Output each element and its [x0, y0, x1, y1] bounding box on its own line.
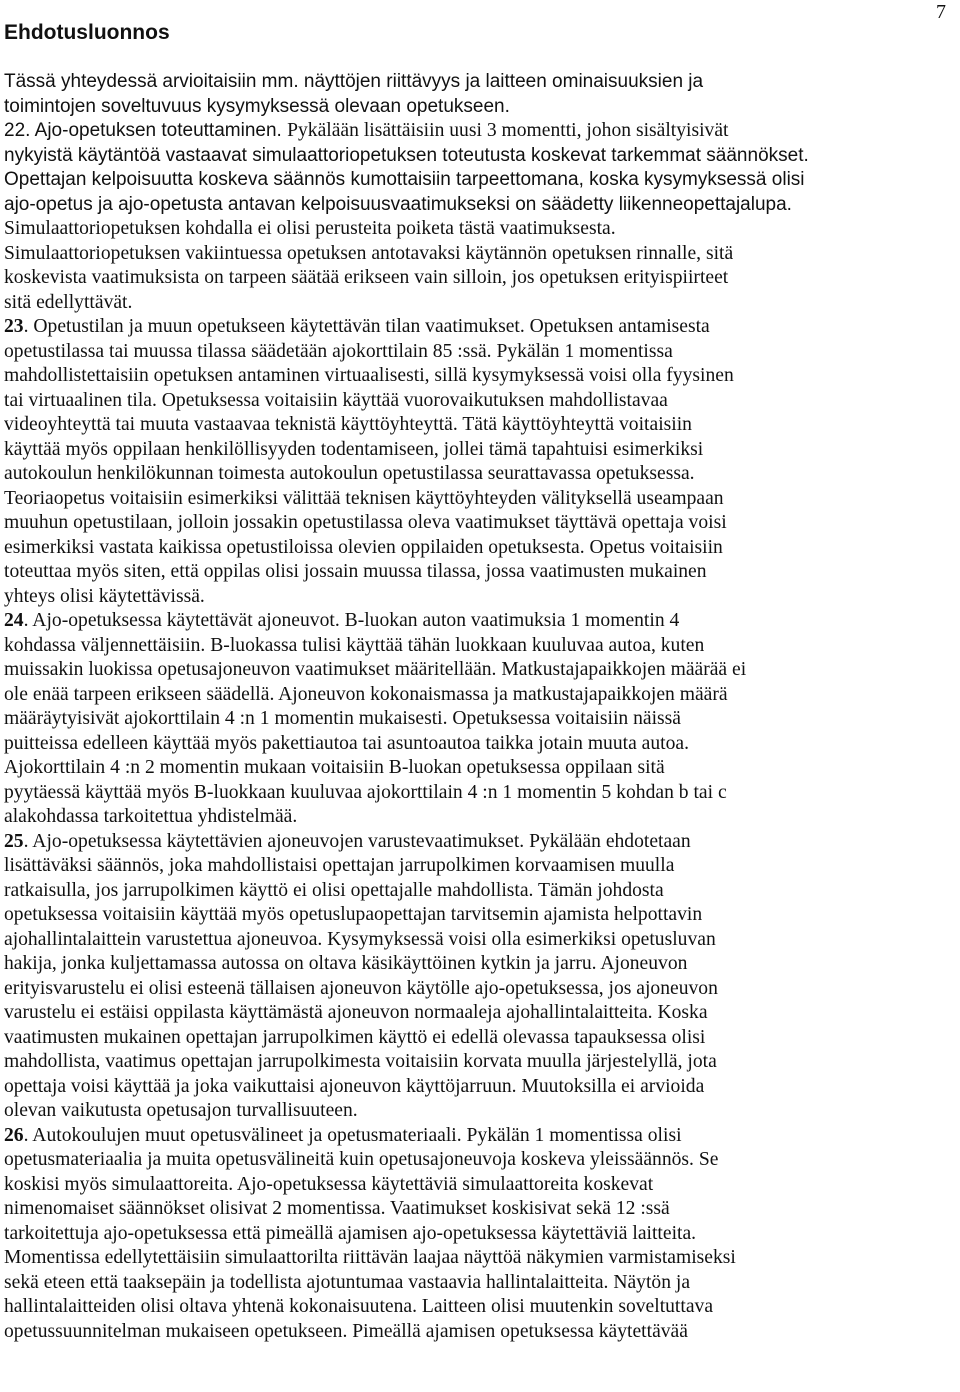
- document-body: [4, 70, 946, 1344]
- text-line: [4, 364, 946, 389]
- text-segment: käyttää myös oppilaan henkilöllisyyden todentamiseen, jollei tämä tapahtuisi esimerkiksi: [4, 438, 704, 460]
- text-segment: opetustilassa tai muussa tilassa säädetään ajokorttilain 85: [4, 340, 458, 362]
- text-line: [4, 1124, 946, 1149]
- text-segment: vaatimusten mukainen opettajan jarrupolkimen käyttö ei edellä olevassa tapauksessa olisi: [4, 1026, 706, 1048]
- text-segment: koskisi myös simulaattoreita. Ajo-opetuksessa käytettäviä simulaattoreita koskevat: [4, 1173, 654, 1195]
- text-segment: hallintalaitteiden olisi oltava yhtenä kokonaisuutena. Laitteen olisi muutenkin soveltuttava: [4, 1296, 714, 1317]
- text-line: [4, 242, 946, 267]
- text-segment: autokoulun henkilökunnan toimesta autokoulun opetustilassa seurattavassa opetuksessa.: [4, 463, 695, 484]
- text-segment: sekä eteen että taaksepäin ja todellista ajotuntumaa vastaavia hallintalaitteita. Näytön ja: [4, 1271, 691, 1293]
- text-line: [4, 340, 946, 365]
- page-header: [4, 0, 946, 70]
- text-segment: :n 1 momentin mukaisesti. Opetuksessa voitaisiin näissä: [239, 708, 681, 729]
- text-segment: Momentissa edellytettäisiin simulaattorilta riittävän laajaa näyttöä näkymien varmistamiseksi: [4, 1247, 736, 1268]
- text-line: [4, 1001, 946, 1026]
- text-line: [4, 168, 946, 193]
- text-segment: lisättäväksi säännös, joka mahdollistaisi opettajan jarrupolkimen korvaamisen muulla: [4, 855, 675, 876]
- text-segment: Pykälään ehdotetaan: [529, 830, 691, 852]
- text-segment: nykyistä käytäntöä vastaavat simulaattoriopetuksen toteutusta koskevat tarkemmat säännökset.: [4, 144, 809, 166]
- text-segment: puitteissa edelleen käyttää myös pakettiautoa tai asuntoautoa taikka jotain muuta autoa.: [4, 732, 690, 754]
- text-line: [4, 952, 946, 977]
- text-line: [4, 1026, 946, 1051]
- text-line: [4, 1173, 946, 1198]
- text-line: [4, 928, 946, 953]
- text-line: [4, 217, 946, 242]
- text-line: [4, 266, 946, 291]
- text-line: [4, 1197, 946, 1222]
- text-segment: erityisvarustelu ei olisi esteenä tällaisen ajoneuvon käytölle ajo-opetuksessa, jos ajoneuvon: [4, 977, 718, 999]
- text-line: [4, 732, 946, 757]
- text-line: [4, 1075, 946, 1100]
- text-line: [4, 315, 946, 340]
- text-segment: sitä edellyttävät.: [4, 291, 133, 313]
- text-segment: Tässä yhteydessä arvioitaisiin mm. näyttöjen riittävyys ja laitteen ominaisuuksien ja: [4, 71, 704, 92]
- text-segment: koskevista vaatimuksista on tarpeen säätää erikseen vain silloin, jos opetuksen erityispiirteet: [4, 267, 729, 288]
- text-line: [4, 977, 946, 1002]
- text-segment: mahdollistettaisiin opetuksen antaminen virtuaalisesti, sillä kysymyksessä voisi olla fyysinen: [4, 365, 734, 386]
- text-line: [4, 462, 946, 487]
- text-segment: :ssä: [640, 1198, 670, 1219]
- text-segment: :n 1 momentin 5 kohdan b tai c: [482, 781, 727, 803]
- text-segment: määräytyisivät ajokorttilain 4: [4, 708, 240, 729]
- text-segment: ajo-opetus ja ajo-opetusta antavan kelpoisuusvaatimukseksi on säädetty liikenneopettajalupa.: [4, 193, 792, 215]
- text-line: [4, 1320, 946, 1345]
- text-line: [4, 438, 946, 463]
- page-title: Ehdotusluonnos: [4, 21, 170, 44]
- text-segment: ole enää tarpeen erikseen säädellä. Ajoneuvon kokonaismassa ja matkustajapaikkojen määrä: [4, 683, 728, 705]
- text-segment: alakohdassa tarkoitettua yhdistelmää.: [4, 806, 298, 827]
- text-segment: muuhun opetustilaan, jolloin jossakin opetustilassa oleva vaatimukset täyttävä opettaja voisi: [4, 512, 727, 533]
- text-line: [4, 291, 946, 316]
- text-segment: 26: [4, 1124, 24, 1146]
- text-segment: :n 2 momentin mukaan voitaisiin B-luokan opetuksessa oppilaan sitä: [124, 757, 665, 778]
- text-line: [4, 511, 946, 536]
- text-line: [4, 1222, 946, 1247]
- text-line: [4, 119, 946, 144]
- text-segment: opetusmateriaalia ja muita opetusvälineitä kuin opetusajoneuvoja koskeva yleissäännös. Se: [4, 1149, 719, 1170]
- text-segment: pyytäessä käyttää myös B-luokkaan kuuluvaa ajokorttilain 4: [4, 781, 483, 803]
- text-line: [4, 1295, 946, 1320]
- text-segment: toteuttaa myös siten, että oppilas olisi jossain muussa tilassa, jossa vaatimusten mukainen: [4, 561, 707, 582]
- text-segment: toimintojen soveltuvuus kysymyksessä olevaan opetukseen.: [4, 95, 510, 117]
- text-segment: Simulaattoriopetuksen kohdalla ei olisi perusteita poiketa tästä vaatimuksesta.: [4, 218, 616, 239]
- text-line: [4, 1271, 946, 1296]
- text-segment: mahdollista, vaatimus opettajan jarrupolkimesta voitaisiin korvata muulla järjestelyllä, jota: [4, 1051, 717, 1072]
- text-segment: varustelu ei estäisi oppilasta käyttämästä ajoneuvon normaaleja ajohallintalaitteita. Koska: [4, 1002, 708, 1023]
- text-line: [4, 95, 946, 120]
- text-segment: olevan vaikutusta opetusajon turvallisuuteen.: [4, 1100, 358, 1121]
- text-segment: opetuksessa voitaisiin käyttää myös opetuslupaopettajan tarvitsemin ajamista helpottavin: [4, 904, 703, 925]
- text-segment: B-luokan auton vaatimuksia 1 momentin 4: [344, 610, 680, 631]
- text-line: [4, 707, 946, 732]
- text-segment: nimenomaiset säännökset olisivat 2 momentissa. Vaatimukset koskisivat sekä 12: [4, 1198, 641, 1219]
- text-line: [4, 585, 946, 610]
- text-segment: 25: [4, 830, 24, 852]
- text-line: [4, 1148, 946, 1173]
- text-line: [4, 560, 946, 585]
- text-line: [4, 70, 946, 95]
- text-segment: . Ajo-opetuksen toteuttaminen.: [25, 120, 288, 141]
- text-line: [4, 413, 946, 438]
- text-segment: . Autokoulujen muut opetusvälineet ja opetusmateriaali.: [23, 1124, 467, 1146]
- text-segment: videoyhteyttä tai muuta vastaavaa teknistä käyttöyhteyttä. Tätä käyttöyhteyttä voitaisiin: [4, 414, 692, 435]
- text-segment: Pykälän 1 momentissa olisi: [466, 1124, 682, 1146]
- text-line: [4, 781, 946, 806]
- text-line: [4, 193, 946, 218]
- text-line: [4, 536, 946, 561]
- text-segment: . Opetustilan ja muun opetukseen käytettävän tilan vaatimukset.: [23, 316, 530, 337]
- text-segment: opetussuunnitelman mukaiseen opetukseen. Pimeällä ajamisen opetuksessa käytettävää: [4, 1320, 688, 1342]
- text-segment: ajohallintalaittein varustettua ajoneuvoa. Kysymyksessä voisi olla esimerkiksi opetusluvan: [4, 928, 716, 950]
- text-segment: Opetuksen antamisesta: [529, 316, 710, 337]
- text-segment: 24: [4, 610, 24, 631]
- page-number: 7: [936, 1, 946, 23]
- text-segment: Teoriaopetus voitaisiin esimerkiksi välittää teknisen käyttöyhteyden välityksellä useampaan: [4, 487, 724, 509]
- text-segment: esimerkiksi vastata kaikissa opetustiloissa olevien oppilaiden opetuksesta. Opetus voitaisiin: [4, 536, 723, 558]
- text-line: [4, 854, 946, 879]
- text-line: [4, 830, 946, 855]
- text-segment: Pykälään lisättäisiin uusi 3 momentti, johon sisältyisivät: [287, 120, 729, 141]
- text-segment: :ssä. Pykälän 1 momentissa: [457, 340, 673, 362]
- text-line: [4, 389, 946, 414]
- text-segment: opettaja voisi käyttää ja joka vaikuttaisi ajoneuvon käyttöjarruun. Muutoksilla ei arvioida: [4, 1075, 705, 1097]
- text-segment: 23: [4, 316, 24, 337]
- text-line: [4, 658, 946, 683]
- text-line: [4, 144, 946, 169]
- text-segment: . Ajo-opetuksessa käytettävien ajoneuvojen varustevaatimukset.: [23, 830, 530, 852]
- text-line: [4, 1099, 946, 1124]
- text-segment: tai virtuaalinen tila. Opetuksessa voitaisiin käyttää vuorovaikutuksen mahdollistavaa: [4, 389, 668, 411]
- text-segment: Simulaattoriopetuksen vakiintuessa opetuksen antotavaksi käytännön opetuksen rinnalle, sitä: [4, 242, 734, 264]
- text-segment: hakija, jonka kuljettamassa autossa on oltava käsikäyttöinen kytkin ja jarru. Ajoneuvon: [4, 953, 688, 974]
- text-line: [4, 634, 946, 659]
- text-segment: tarkoitettuja ajo-opetuksessa että pimeällä ajamisen ajo-opetuksessa käytettäviä laitteita.: [4, 1222, 697, 1244]
- text-line: [4, 1050, 946, 1075]
- text-line: [4, 805, 946, 830]
- text-segment: . Ajo-opetuksessa käytettävät ajoneuvot.: [23, 610, 345, 631]
- text-segment: ratkaisulla, jos jarrupolkimen käyttö ei olisi opettajalle mahdollista. Tämän johdosta: [4, 879, 664, 901]
- text-line: [4, 879, 946, 904]
- text-segment: yhteys olisi käytettävissä.: [4, 585, 205, 607]
- text-line: [4, 903, 946, 928]
- text-line: [4, 1246, 946, 1271]
- text-segment: Ajokorttilain 4: [4, 757, 125, 778]
- text-segment: Opettajan kelpoisuutta koskeva säännös kumottaisiin tarpeettomana, koska kysymyksessä olisi: [4, 169, 805, 190]
- text-line: [4, 683, 946, 708]
- text-segment: kohdassa väljennettäisiin. B-luokassa tulisi käyttää tähän luokkaan kuuluvaa autoa, kuten: [4, 634, 705, 656]
- text-segment: 22: [4, 120, 26, 141]
- text-line: [4, 487, 946, 512]
- text-line: [4, 609, 946, 634]
- text-line: [4, 756, 946, 781]
- text-segment: muissakin luokissa opetusajoneuvon vaatimukset määritellään. Matkustajapaikkojen määrää ei: [4, 659, 747, 680]
